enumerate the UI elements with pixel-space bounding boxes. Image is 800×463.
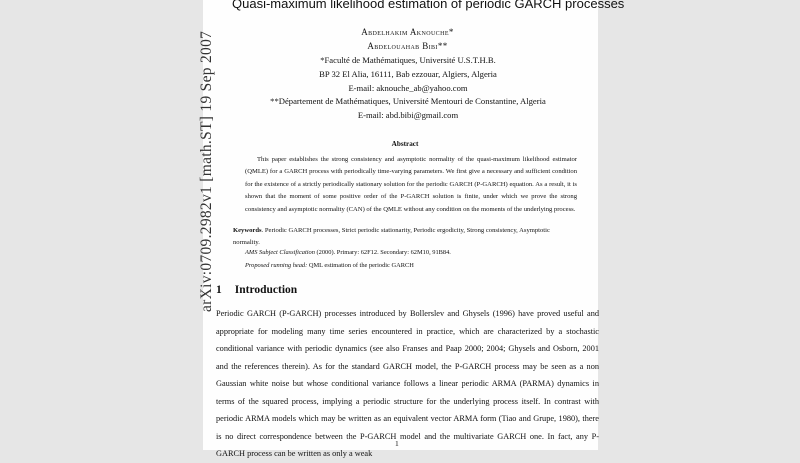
affiliation-email-2: E-mail: abd.bibi@gmail.com bbox=[357, 110, 459, 120]
running-head bbox=[245, 260, 414, 273]
abstract-heading: Abstract bbox=[391, 140, 419, 148]
author-1: Abdelhakim Aknouche* bbox=[361, 27, 454, 37]
affiliation-2: **Département de Mathématiques, Université Mentouri de Constantine, Algeria bbox=[270, 96, 546, 106]
running-head-text: QML estimation of the periodic GARCH bbox=[307, 262, 414, 269]
section-heading bbox=[216, 284, 297, 296]
affiliation-1: *Faculté de Mathématiques, Université U.S.T.H.B. bbox=[320, 55, 496, 65]
introduction-paragraph: Periodic GARCH (P-GARCH) processes introduced by Bollerslev and Ghysels (1996) have proved useful and appropriate for modeling many time series encountered in practice, which are characterized by a stochastic conditional variance with periodic dynamics (see also Franses and Paap 2000; 2004; Ghysels and Osborn, 2001 and the references therein). As for the standard GARCH model, the P-GARCH process may be seen as a non Gaussian white noise but whose conditional variance follows a linear periodic ARMA (PARMA) dynamics in terms of the squared process, implying a periodic structure for the underlying process itself. In contrast with periodic ARMA models which may be written as an equivalent vector ARMA form (Tiao and Grupe, 1980), there is no direct correspondence between the P-GARCH model and the multivariate GARCH one. In fact, any P-GARCH process can be written as only a weak bbox=[216, 309, 599, 459]
abstract-paragraph: This paper establishes the strong consistency and asymptotic normality of the quasi-maximum likelihood estimator (QMLE) for a GARCH process with periodically time-varying parameters. We first give a necessary and sufficient condition for the existence of a strictly periodically stationary solution for the periodic GARCH (P-GARCH) equation. As a result, it is shown that the moment of some positive order of the P-GARCH solution is finite, under which we prove the strong consistency and asymptotic normality (CAN) of the QMLE without any condition on the moments of the underlying process. bbox=[245, 156, 577, 213]
affiliation-email-1: E-mail: aknouche_ab@yahoo.com bbox=[348, 83, 468, 93]
affiliation-address: BP 32 El Alia, 16111, Bab ezzouar, Algiers, Algeria bbox=[319, 69, 497, 79]
ams-text: (2000). Primary: 62F12. Secondary: 62M10, 91B84. bbox=[314, 249, 451, 256]
keywords-text: . Periodic GARCH processes, Strict periodic stationarity, Periodic ergodicity, Strong consistency, Asymptotic normality. bbox=[233, 227, 550, 247]
ams-label: AMS Subject Classification bbox=[245, 249, 315, 256]
section-number: 1 bbox=[216, 284, 222, 296]
keywords-label: Keywords bbox=[233, 227, 262, 234]
introduction-body bbox=[216, 305, 599, 463]
arxiv-identifier: arXiv:0709.2982v1 [math.ST] 19 Sep 2007 bbox=[198, 30, 215, 312]
author-2: Abdelouahab Bibi** bbox=[367, 41, 448, 51]
running-head-label: Proposed running head: bbox=[245, 262, 308, 269]
page-number: 1 bbox=[395, 439, 399, 448]
section-title: Introduction bbox=[234, 284, 298, 296]
abstract-body bbox=[245, 154, 577, 216]
paper-title: Quasi-maximum likelihood estimation of periodic GARCH processes bbox=[232, 0, 625, 11]
ams-classification bbox=[245, 247, 451, 260]
